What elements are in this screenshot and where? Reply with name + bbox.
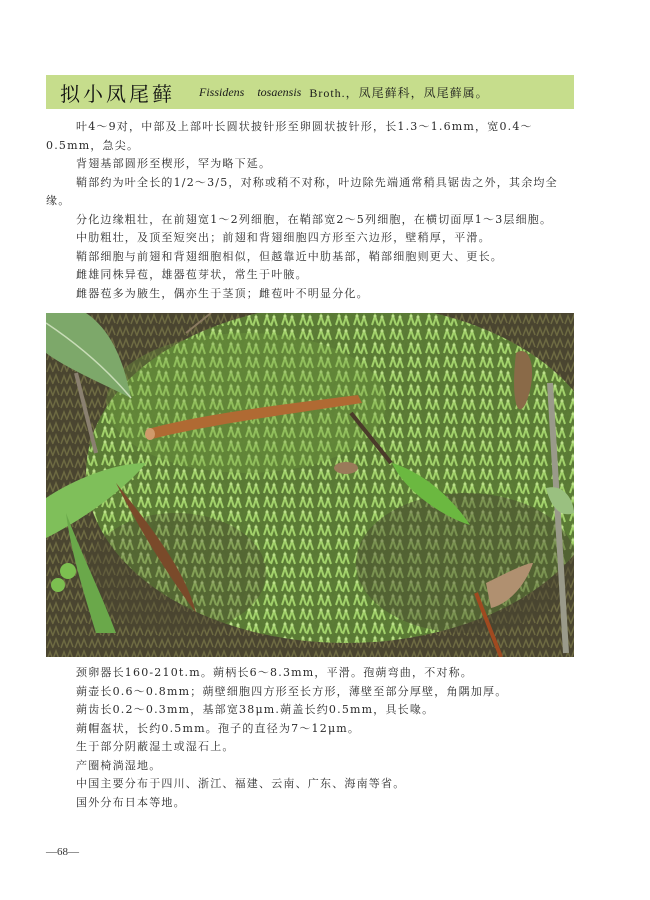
details-paragraph: 中国主要分布于四川、浙江、福建、云南、广东、海南等省。 <box>76 777 406 790</box>
description-section <box>46 118 574 303</box>
details-paragraph: 颈卵器长160-210t.m。蒴柄长6～8.3mm，平滑。孢蒴弯曲，不对称。 <box>76 666 474 679</box>
description-paragraph: 分化边缘粗壮，在前翅宽1～2列细胞，在鞘部宽2～5列细胞，在横切面厚1～3层细胞。 <box>76 212 553 226</box>
page-number: —68— <box>46 846 79 858</box>
title-banner <box>46 75 574 109</box>
description-paragraph: 背翅基部圆形至楔形，罕为略下延。 <box>76 157 272 170</box>
description-paragraph: 中肋粗壮，及顶至短突出；前翅和背翅细胞四方形至六边形，壁稍厚，平滑。 <box>76 231 491 244</box>
species-authority-family: Broth.，凤尾藓科，凤尾藓属。 <box>309 85 489 100</box>
species-chinese-name: 拟小凤尾藓 <box>60 81 175 106</box>
details-section <box>46 664 574 812</box>
details-paragraph: 生于部分阴蔽湿土或湿石上。 <box>76 740 235 753</box>
species-latin-name: Fissidens tosaensis <box>199 84 302 99</box>
description-paragraph: 鞘部细胞与前翅和背翅细胞相似，但越靠近中肋基部，鞘部细胞则更大、更长。 <box>76 249 503 263</box>
description-paragraph: 鞘部约为叶全长的1/2～3/5，对称或稍不对称，叶边除先端通常稍具锯齿之外，其余均全缘。 <box>46 175 558 207</box>
details-paragraph: 蒴齿长0.2～0.3mm，基部宽38μm.蒴盖长约0.5mm，具长喙。 <box>76 703 435 716</box>
details-paragraph: 蒴帽盔状，长约0.5mm。孢子的直径为7～12μm。 <box>76 721 361 735</box>
details-paragraph: 蒴壶长0.6～0.8mm；蒴壁细胞四方形至长方形，薄壁至部分厚壁，角隅加厚。 <box>76 684 508 698</box>
description-paragraph: 雌雄同株异苞，雄器苞芽状，常生于叶腋。 <box>76 268 308 281</box>
details-paragraph: 国外分布日本等地。 <box>76 795 186 809</box>
moss-photo-illustration <box>46 313 574 657</box>
details-paragraph: 产圈椅淌湿地。 <box>76 758 162 772</box>
description-paragraph: 叶4～9对，中部及上部叶长圆状披针形至卵圆状披针形，长1.3～1.6mm，宽0.4～0.5mm，急尖。 <box>46 120 533 152</box>
moss-photo <box>46 313 574 657</box>
description-paragraph: 雌器苞多为腋生，偶亦生于茎顶；雌苞叶不明显分化。 <box>76 286 369 300</box>
